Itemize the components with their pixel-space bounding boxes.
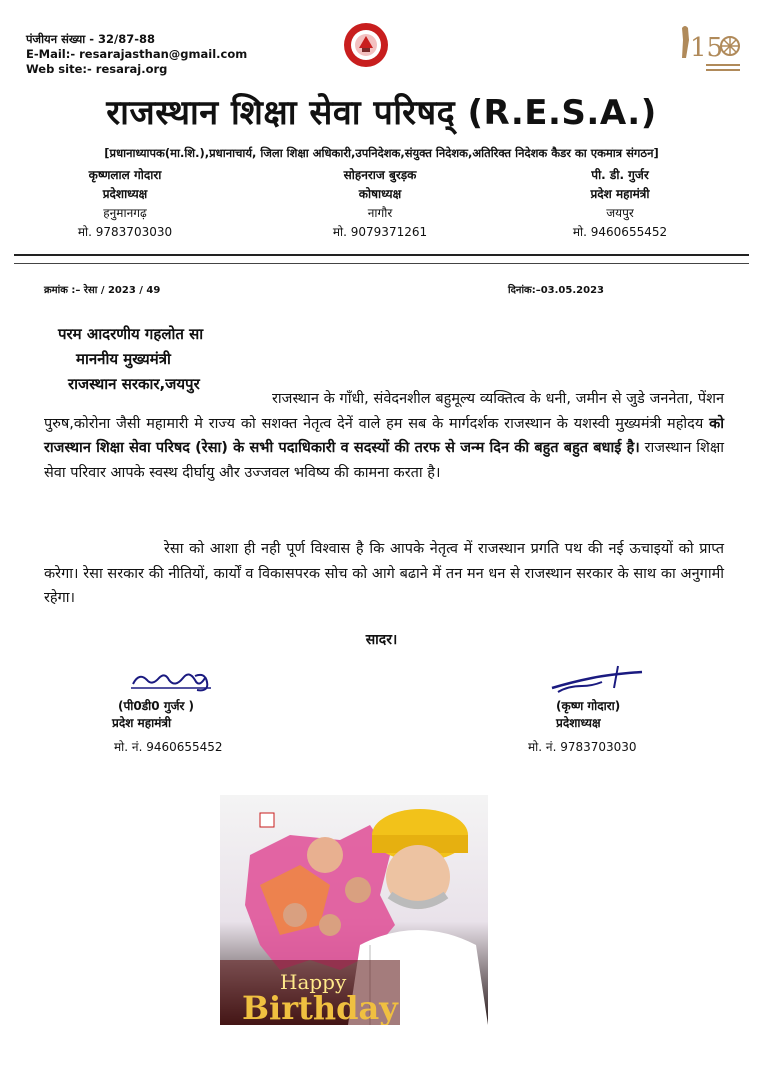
signatory-right bbox=[556, 698, 620, 732]
signature-right bbox=[548, 662, 648, 698]
officer-place: हनुमानगढ़ bbox=[103, 206, 147, 220]
email-text: E-Mail:- resarajasthan@gmail.com bbox=[26, 47, 248, 61]
officer-place: नागौर bbox=[367, 206, 393, 220]
signatory-name: (पी0डी0 गुर्जर ) bbox=[118, 699, 195, 713]
officer-treasurer bbox=[305, 166, 455, 242]
officer-name: पी. डी. गुर्जर bbox=[591, 168, 649, 182]
organization-subtitle: [प्रधानाध्यापक(मा.शि.),प्रधानाचार्य, जिला शिक्षा अधिकारी,उपनिदेशक,संयुक्त निदेशक,अतिरिक्त निदेशक कैडर का एकमात्र संगठन] bbox=[104, 146, 659, 160]
addressee-line: माननीय मुख्यमंत्री bbox=[76, 350, 171, 368]
signatory-name: (कृष्ण गोदारा) bbox=[556, 699, 621, 713]
officer-designation: प्रदेश महामंत्री bbox=[590, 187, 650, 201]
header-divider bbox=[14, 254, 749, 256]
gandhi-150-emblem bbox=[676, 22, 744, 78]
officer-name: कृष्णलाल गोदारा bbox=[88, 168, 162, 182]
paragraph-bold-text: को राजस्थान शिक्षा सेवा परिषद (रेसा) के सभी पदाधिकारी व सदस्यों की तरफ से जन्म दिन की बहुत बहुत बधाई है। bbox=[44, 415, 724, 456]
reference-number: क्रमांक :– रेसा / 2023 / 49 bbox=[44, 285, 161, 296]
officer-mobile: मो. 9079371261 bbox=[332, 225, 428, 239]
signatory-designation: प्रदेशाध्यक्ष bbox=[556, 716, 601, 730]
officer-designation: प्रदेशाध्यक्ष bbox=[102, 187, 148, 201]
header-divider-thin bbox=[14, 263, 749, 264]
poster-birthday-text: Birthday bbox=[242, 989, 398, 1025]
closing-text: सादर। bbox=[365, 632, 398, 648]
letter-paragraph-1 bbox=[44, 387, 724, 485]
registration-info bbox=[26, 32, 247, 77]
paragraph-text: राजस्थान शिक्षा सेवा परिवार आपके स्वस्थ दीर्घायु और उज्जवल भविष्य की कामना करता है। bbox=[44, 440, 724, 481]
svg-text:15: 15 bbox=[690, 33, 724, 63]
letter-paragraph-2: रेसा को आशा ही नही पूर्ण विश्वास है कि आपके नेतृत्व में राजस्थान प्रगति पथ की नई ऊचाइयों को प्राप्त करेगा। रेसा सरकार की नीतियों, कार्यों व विकासपरक सोच को आगे बढाने में तन मन धन से राजस्थान सरकार के साथ का अनुगामी रहेगा। bbox=[44, 541, 724, 606]
resa-logo bbox=[343, 22, 389, 68]
officer-designation: कोषाध्यक्ष bbox=[358, 187, 402, 201]
birthday-poster bbox=[220, 795, 488, 1025]
addressee-block bbox=[58, 322, 203, 397]
signatory-mobile: मो. नं. 9460655452 bbox=[114, 740, 223, 754]
letter-date: दिनांक:–03.05.2023 bbox=[508, 285, 604, 296]
officer-mobile: मो. 9460655452 bbox=[572, 225, 668, 239]
website-text: Web site:- resaraj.org bbox=[26, 62, 168, 76]
paragraph-text: राजस्थान के गाँधी, संवेदनशील बहुमूल्य व्यक्तित्व के धनी, जमीन से जुडे जननेता, पेंशन पुरुष,कोरोना जैसी महामारी मे राज्य को सशक्त नेतृत्व देनें वाले हम सब के मार्गदर्शक राजस्थान के यशस्वी मुख्यमंत्री महोदय bbox=[44, 391, 724, 432]
registration-number: पंजीयन संख्या - 32/87-88 bbox=[26, 32, 156, 46]
poster-happy-text: Happy bbox=[280, 970, 347, 994]
signatory-designation: प्रदेश महामंत्री bbox=[112, 716, 172, 730]
addressee-line: परम आदरणीय गहलोत सा bbox=[58, 325, 204, 343]
addressee-line: राजस्थान सरकार,जयपुर bbox=[68, 375, 200, 393]
officer-place: जयपुर bbox=[606, 206, 634, 220]
organization-title: राजस्थान शिक्षा सेवा परिषद् (R.E.S.A.) bbox=[106, 93, 657, 133]
officer-mobile: मो. 9783703030 bbox=[77, 225, 173, 239]
officer-name: सोहनराज बुरड़क bbox=[343, 168, 417, 182]
officer-president bbox=[55, 166, 195, 242]
signatory-mobile: मो. नं. 9783703030 bbox=[528, 740, 637, 754]
signatory-left bbox=[112, 698, 194, 732]
officer-general-secretary bbox=[545, 166, 695, 242]
signature-left bbox=[125, 664, 240, 696]
